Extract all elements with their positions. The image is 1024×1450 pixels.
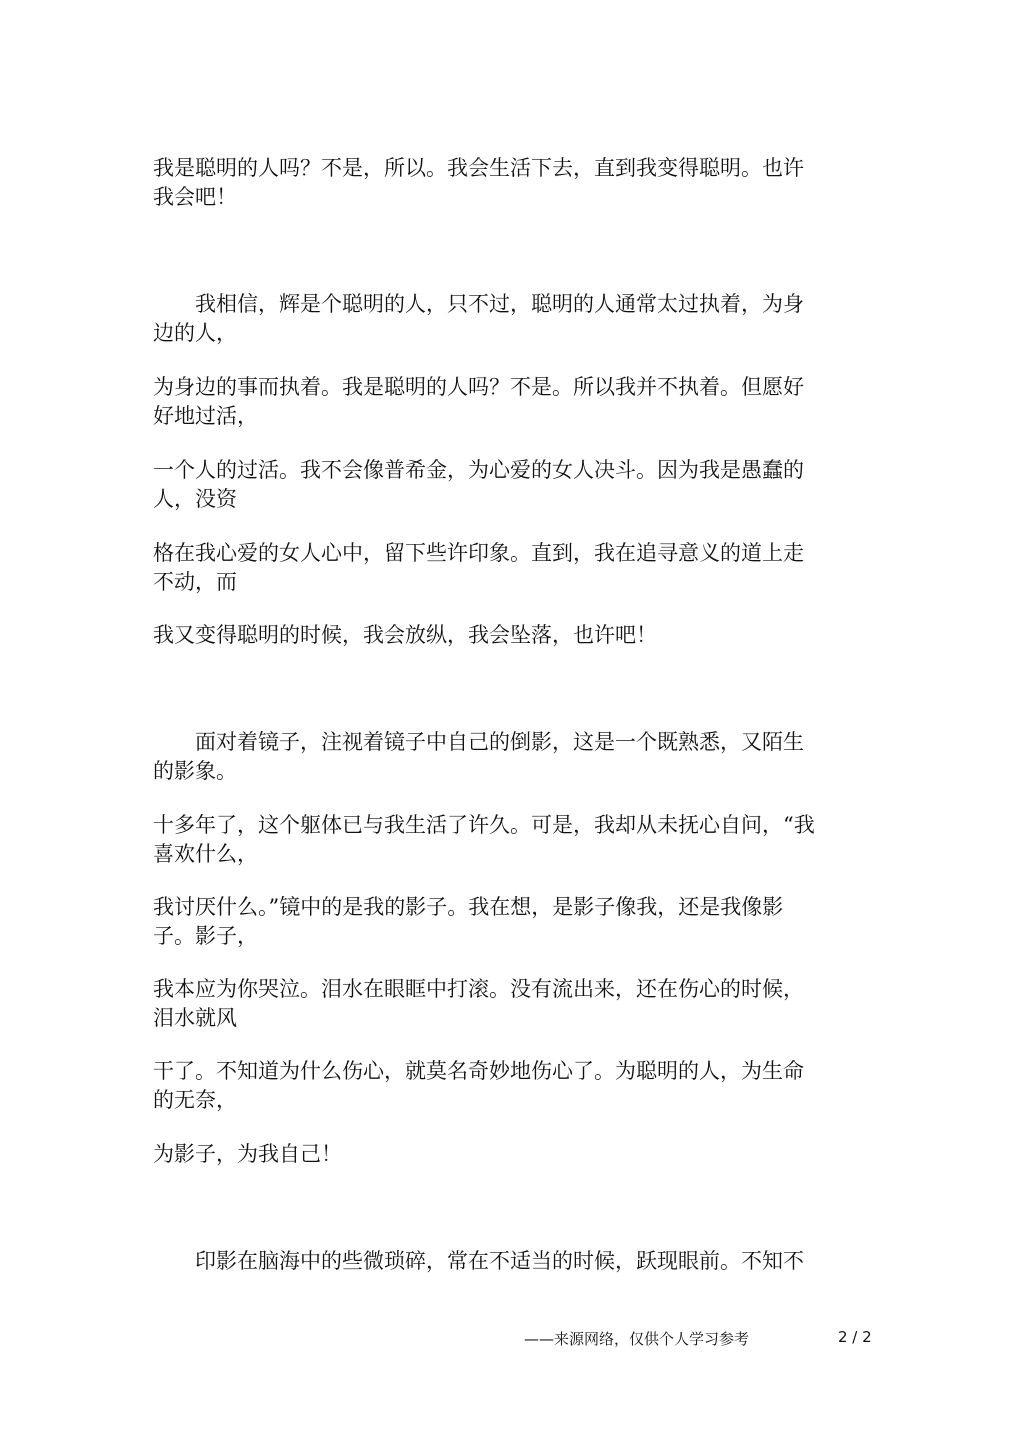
text-line: 不动，而: [153, 570, 237, 594]
text-line: 好地过活，: [153, 404, 258, 428]
text-line: 面对着镜子，注视着镜子中自己的倒影，这是一个既熟悉，又陌生: [153, 730, 804, 754]
text-line: 喜欢什么，: [153, 842, 258, 866]
text-line: 干了。不知道为什么伤心，就莫名奇妙地伤心了。为聪明的人，为生命: [153, 1059, 804, 1083]
text-line: 格在我心爱的女人心中，留下些许印象。直到，我在追寻意义的道上走: [153, 541, 804, 565]
paragraph-1: [153, 154, 843, 212]
text-line: 十多年了，这个躯体已与我生活了许久。可是，我却从未抚心自问，“我: [153, 813, 815, 837]
text-line: 我讨厌什么。”镜中的是我的影子。我在想，是影子像我，还是我像影: [153, 895, 784, 919]
text-line: 我又变得聪明的时候，我会放纵，我会坠落，也许吧！: [153, 623, 657, 647]
text-line: 我相信，辉是个聪明的人，只不过，聪明的人通常太过执着，为身: [153, 292, 804, 316]
paragraph-12: [153, 1140, 843, 1169]
text-line: 泪水就风: [153, 1006, 237, 1030]
page-number: 2 / 2: [838, 1328, 872, 1346]
paragraph-9: [153, 893, 843, 951]
paragraph-8: [153, 811, 843, 869]
footer-source-note: ——来源网络，仅供个人学习参考: [524, 1330, 750, 1348]
text-line: 为影子，为我自己！: [153, 1142, 342, 1166]
text-line: 为身边的事而执着。我是聪明的人吗？不是。所以我并不执着。但愿好: [153, 375, 804, 399]
text-line: 我本应为你哭泣。泪水在眼眶中打滚。没有流出来，还在伤心的时候，: [153, 977, 804, 1001]
text-line: 一个人的过活。我不会像普希金，为心爱的女人决斗。因为我是愚蠢的: [153, 458, 804, 482]
paragraph-3: [153, 373, 843, 431]
paragraph-6: [153, 621, 843, 650]
paragraph-2: [153, 290, 843, 348]
text-line: 的无奈，: [153, 1088, 237, 1112]
text-line: 子。影子，: [153, 924, 258, 948]
text-line: 印影在脑海中的些微琐碎，常在不适当的时候，跃现眼前。不知不: [153, 1249, 804, 1273]
text-line: 的影象。: [153, 759, 237, 783]
paragraph-4: [153, 456, 843, 514]
paragraph-10: [153, 975, 843, 1033]
paragraph-5: [153, 539, 843, 597]
paragraph-11: [153, 1057, 843, 1115]
text-line: 我是聪明的人吗？不是，所以。我会生活下去，直到我变得聪明。也许: [153, 156, 804, 180]
text-line: 人，没资: [153, 487, 237, 511]
paragraph-7: [153, 728, 843, 786]
text-line: 边的人，: [153, 321, 237, 345]
paragraph-13: [153, 1247, 843, 1276]
text-line: 我会吧！: [153, 185, 237, 209]
